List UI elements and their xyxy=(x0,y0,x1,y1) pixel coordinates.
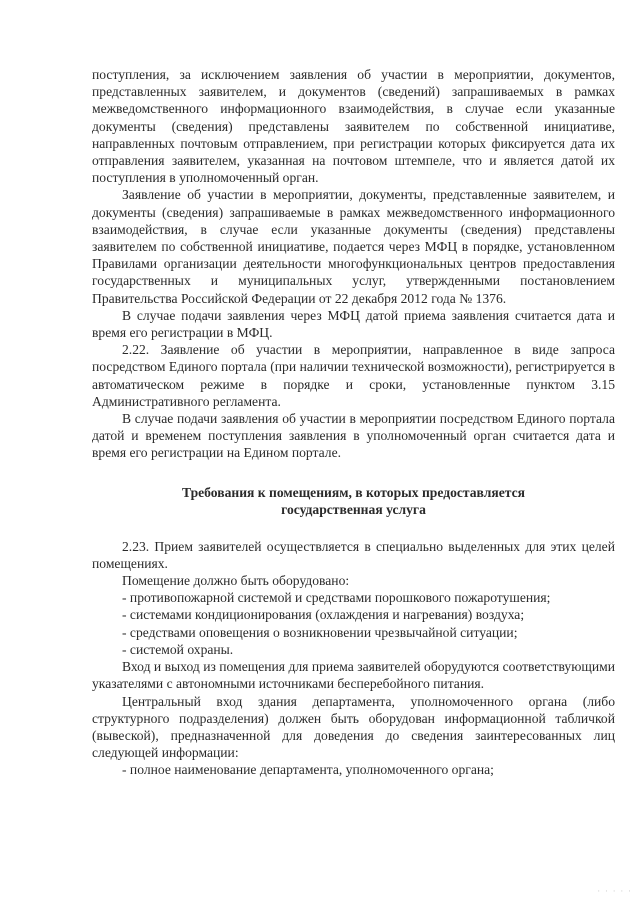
section-heading-line: Требования к помещениям, в которых предоставляется xyxy=(182,484,525,500)
paragraph: 2.23. Прием заявителей осуществляется в специально выделенных для этих целей помещениях. xyxy=(92,538,615,571)
section-heading-line: государственная услуга xyxy=(281,501,426,517)
paragraph: поступления, за исключением заявления об участии в мероприятии, документов, представленных заявителем, и документов (сведений) запрашиваемых в рамках межведомственного информационного взаимодействия, в случае если указанные документы (сведения) представлены заявителем по собственной инициативе, направленных почтовым отправлением, при регистрации которых фиксируется дата их отправления заявителем, указанная на почтовом штемпеле, что и является датой их поступления в уполномоченный орган. xyxy=(92,67,615,186)
paragraph: Вход и выход из помещения для приема заявителей оборудуются соответствующими указателями с автономными источниками бесперебойного питания. xyxy=(92,659,615,692)
paragraph: В случае подачи заявления об участии в мероприятии посредством Единого портала датой и временем поступления заявления в уполномоченный орган считается дата и время его регистрации на Едином портале. xyxy=(92,411,615,461)
paragraph: Центральный вход здания департамента, уполномоченного органа (либо структурного подразделения) должен быть оборудован информационной табличкой (вывеской), предназначенной для доведения до сведения заинтересованных лиц следующей информации: xyxy=(92,693,615,761)
document-body xyxy=(92,66,615,779)
list-item: - противопожарной системой и средствами порошкового пожаротушения; xyxy=(122,590,551,606)
paragraph: Заявление об участии в мероприятии, документы, представленные заявителем, и документы (сведения) запрашиваемые в рамках межведомственного информационного взаимодействия, в случае если указанные документы (сведения) представлены заявителем по собственной инициативе, подается через МФЦ в порядке, установленном Правилами организации деятельности многофункциональных центров предоставления государственных и муниципальных услуг, утвержденными постановлением Правительства Российской Федерации от 22 декабря 2012 года № 1376. xyxy=(92,187,615,306)
paragraph: В случае подачи заявления через МФЦ датой приема заявления считается дата и время его регистрации в МФЦ. xyxy=(92,307,615,341)
paragraph: 2.22. Заявление об участии в мероприятии, направленное в виде запроса посредством Единого портала (при наличии технической возможности), регистрируется в автоматическом режиме в порядке и сроки, установленные пунктом 3.15 Административного регламента. xyxy=(92,342,615,409)
list-item: - полное наименование департамента, уполномоченного органа; xyxy=(122,762,494,778)
scan-artifact: · · · · · xyxy=(597,886,632,897)
paragraph: Помещение должно быть оборудовано: xyxy=(122,573,350,589)
list-item: - системой охраны. xyxy=(122,641,234,657)
list-item: - средствами оповещения о возникновении чрезвычайной ситуации; xyxy=(122,624,518,640)
section-heading xyxy=(92,484,615,518)
list-item: - системами кондиционирования (охлаждения и нагревания) воздуха; xyxy=(122,607,525,623)
